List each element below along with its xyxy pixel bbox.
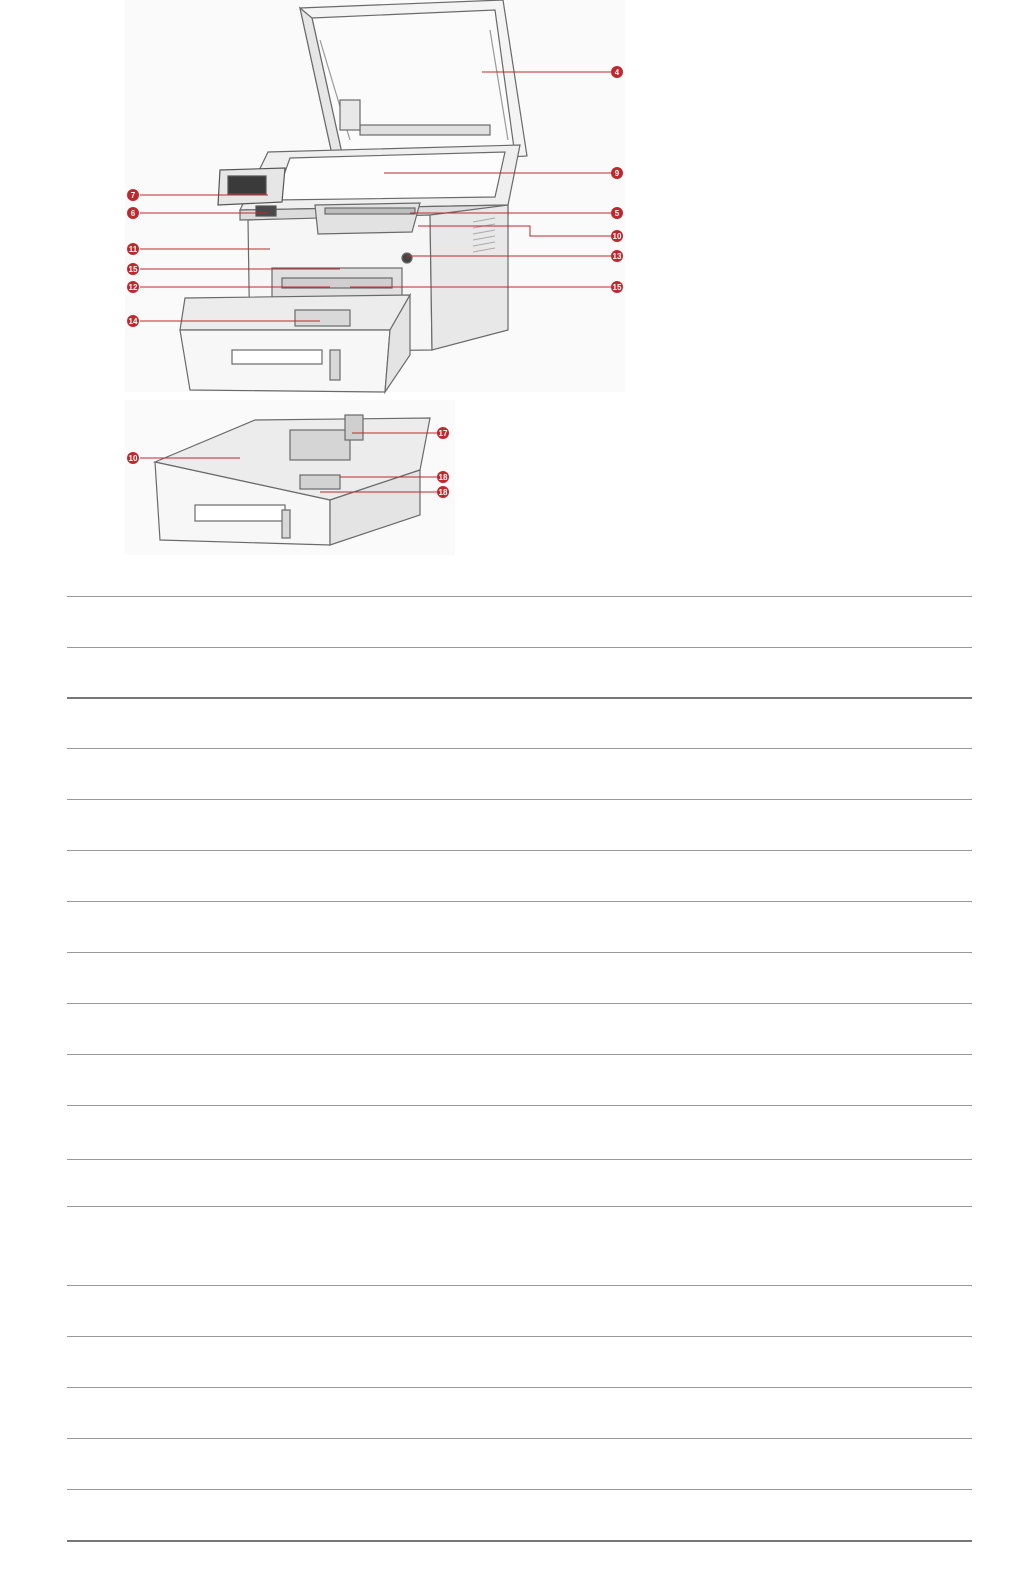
table-rule [67,952,972,953]
callout-11 [127,243,139,255]
paper-tray-main [180,295,410,392]
table-bottom-rule [67,1540,972,1542]
table-rule [67,1336,972,1337]
callout-15-right [611,281,623,293]
table-rule [67,1206,972,1207]
callout-18-lower [437,486,449,498]
svg-text:10: 10 [612,232,622,241]
svg-text:9: 9 [614,169,620,178]
table-rule [67,1159,972,1160]
printer-parts-figure [0,0,1015,560]
callout-17 [437,427,449,439]
callout-5 [611,207,623,219]
table-rule [67,1489,972,1490]
svg-text:15: 15 [128,265,138,274]
callout-12 [127,281,139,293]
callout-10 [611,230,623,242]
svg-text:14: 14 [128,317,138,326]
callout-7 [127,189,139,201]
svg-text:13: 13 [612,252,622,261]
svg-text:18: 18 [438,488,448,497]
table-rule [67,1003,972,1004]
svg-text:4: 4 [614,68,620,77]
callout-9 [611,167,623,179]
svg-text:15: 15 [612,283,622,292]
svg-text:17: 17 [438,429,448,438]
printer-illustration [0,0,1015,560]
callout-4 [611,66,623,78]
table-header-rule [67,697,972,699]
table-rule [67,850,972,851]
svg-text:12: 12 [128,283,138,292]
callout-13 [611,250,623,262]
svg-text:10: 10 [128,454,138,463]
callout-14 [127,315,139,327]
svg-text:7: 7 [130,191,136,200]
callout-15-left [127,263,139,275]
table-rule [67,1054,972,1055]
table-rule [67,1105,972,1106]
table-rule [67,1387,972,1388]
table-rule [67,799,972,800]
table-rule [67,596,972,597]
table-rule [67,647,972,648]
callout-10-tray [127,452,139,464]
table-rule [67,1285,972,1286]
table-rule [67,748,972,749]
svg-text:5: 5 [614,209,620,218]
scanner-lid [300,0,527,168]
table-rule [67,901,972,902]
callout-18-upper [437,471,449,483]
table-rule [67,1438,972,1439]
svg-text:18: 18 [438,473,448,482]
callout-6 [127,207,139,219]
svg-text:6: 6 [130,209,136,218]
svg-text:11: 11 [128,245,138,254]
